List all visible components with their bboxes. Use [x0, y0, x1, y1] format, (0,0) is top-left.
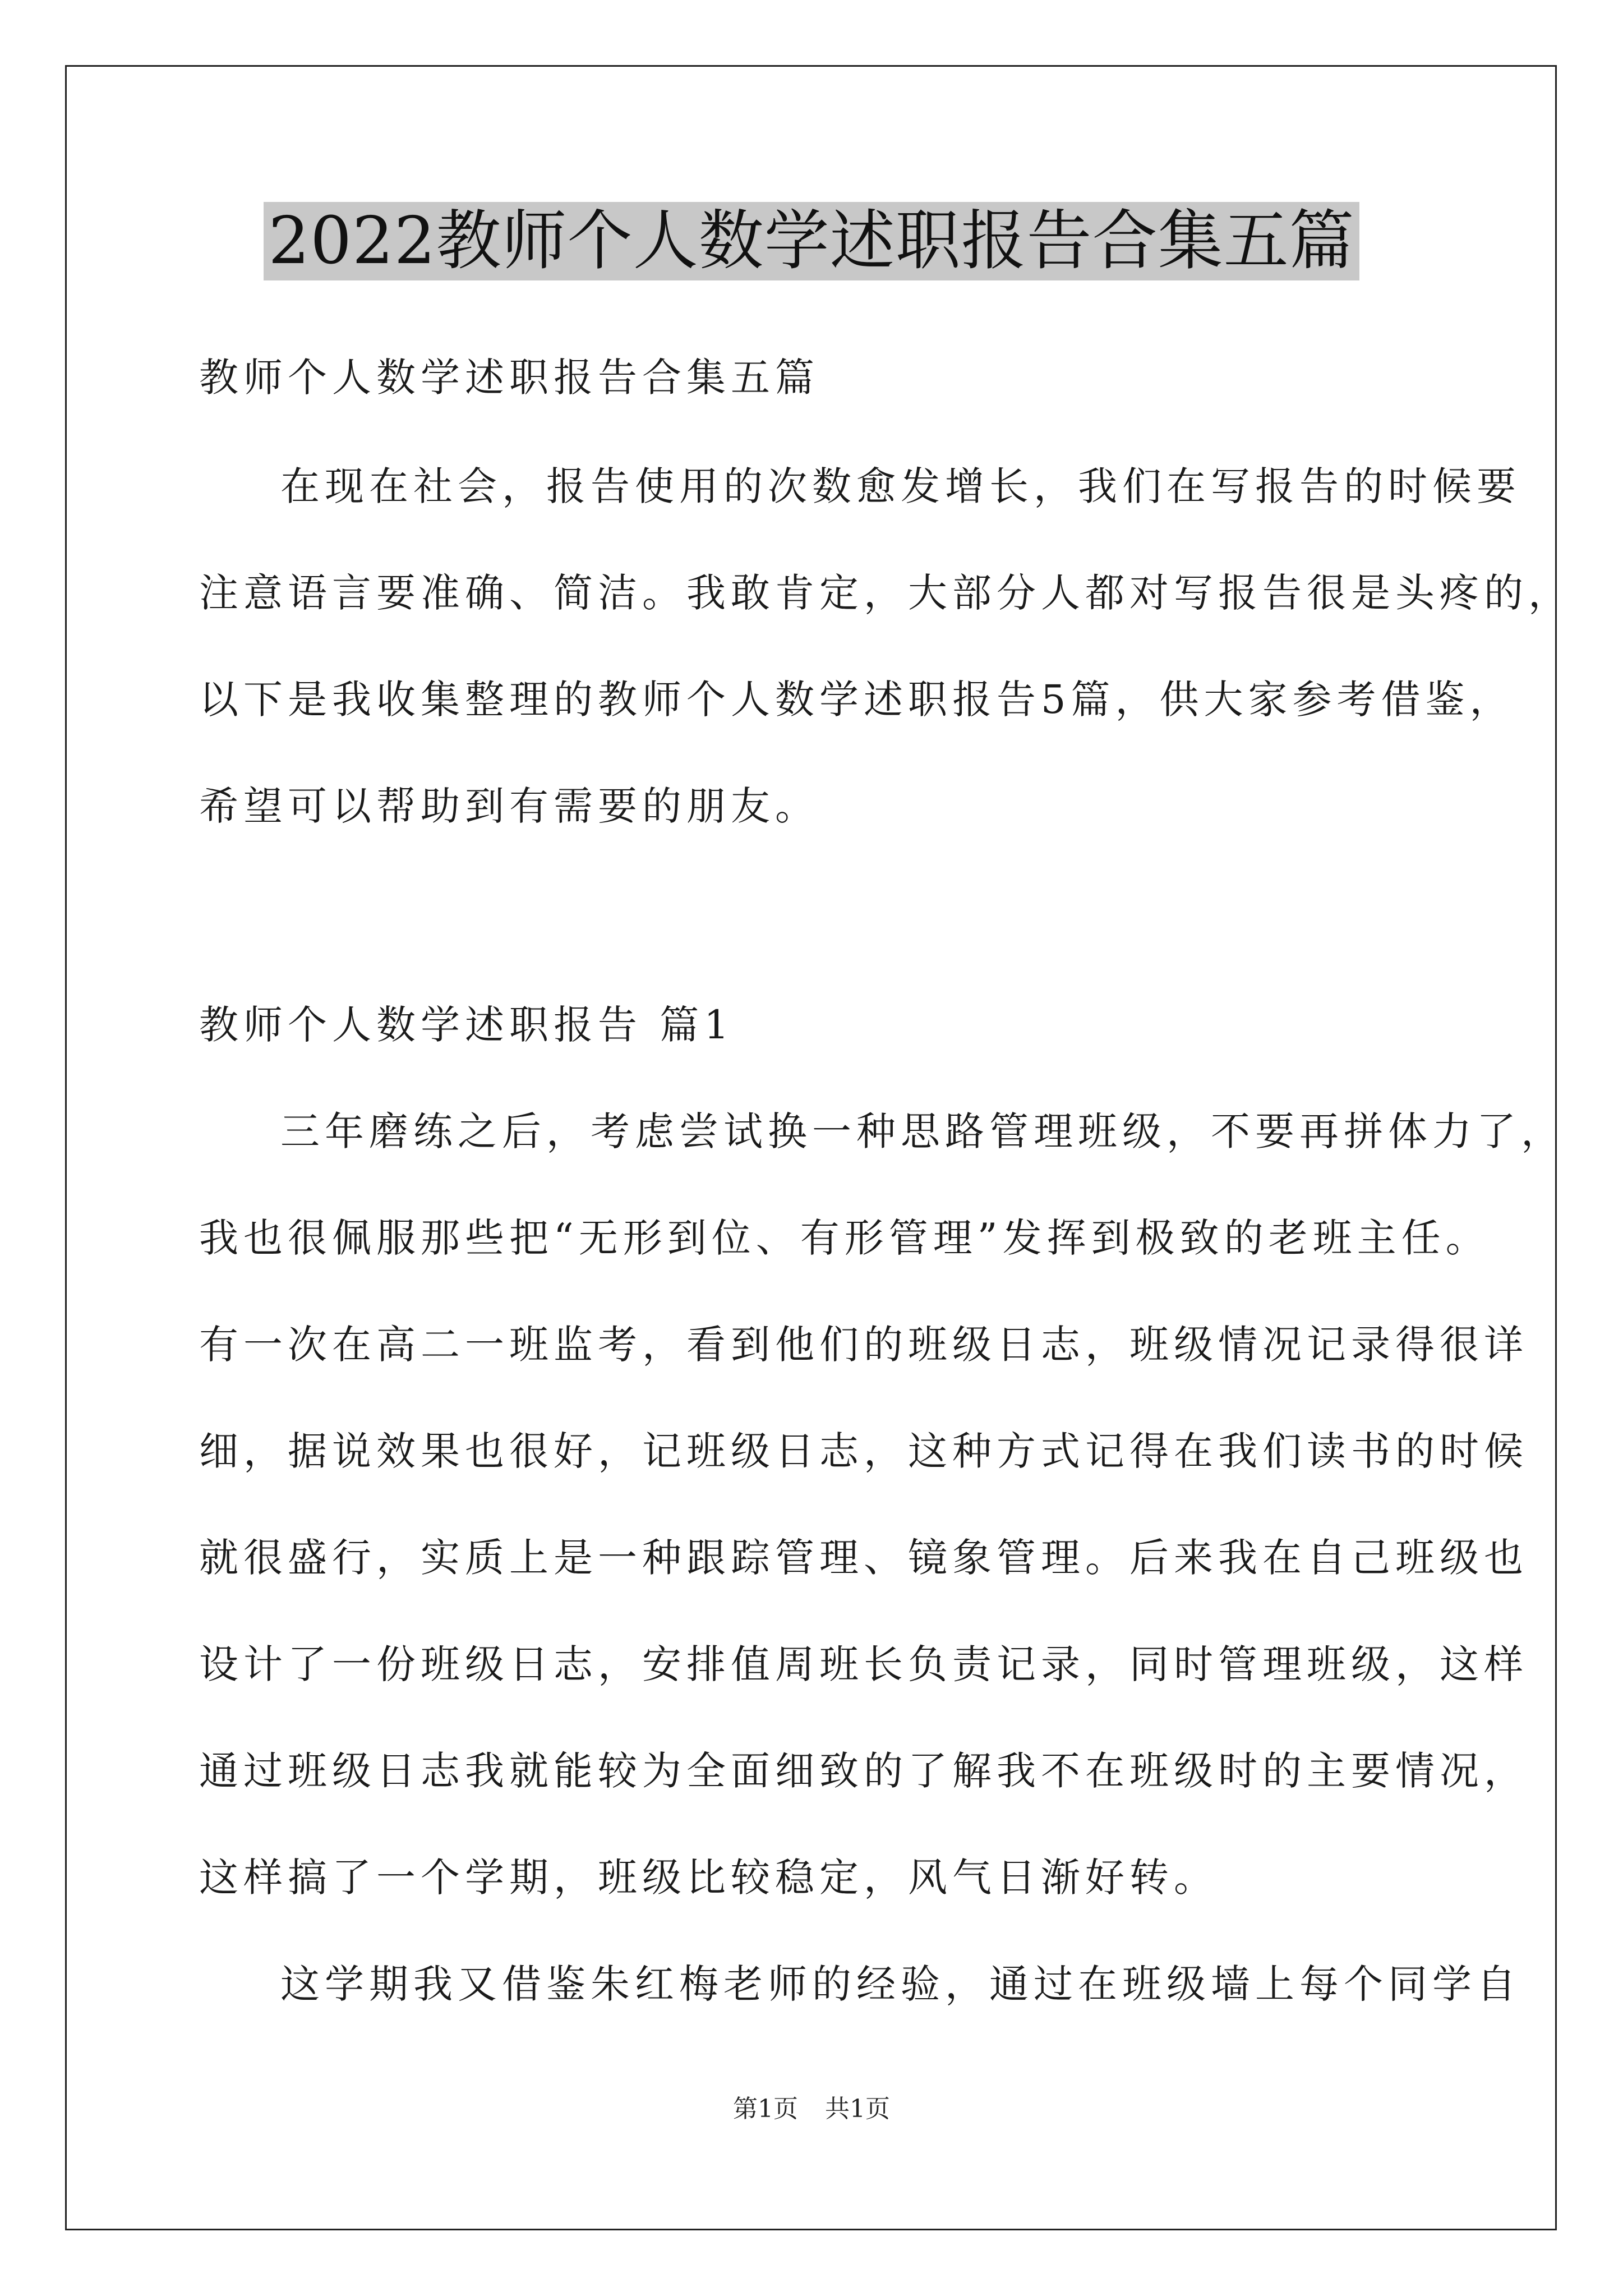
intro-line: 希望可以帮助到有需要的朋友。 — [199, 783, 819, 829]
section-heading: 教师个人数学述职报告 篇1 — [199, 1002, 734, 1048]
intro-line: 以下是我收集整理的教师个人数学述职报告5篇，供大家参考借鉴， — [199, 677, 1514, 723]
body-line: 三年磨练之后，考虑尝试换一种思路管理班级，不要再拼体力了， — [280, 1108, 1565, 1154]
intro-line: 注意语言要准确、简洁。我敢肯定，大部分人都对写报告很是头疼的， — [199, 570, 1573, 616]
page-footer — [0, 2093, 1623, 2125]
document-subtitle: 教师个人数学述职报告合集五篇 — [199, 355, 819, 401]
body-line: 这样搞了一个学期，班级比较稳定，风气日渐好转。 — [199, 1855, 1218, 1901]
body-line: 细，据说效果也很好，记班级日志，这种方式记得在我们读书的时候 — [199, 1428, 1528, 1474]
title-container — [0, 202, 1623, 280]
body-line: 就很盛行，实质上是一种跟踪管理、镜象管理。后来我在自己班级也 — [199, 1535, 1528, 1581]
page-number: 第1页 — [733, 2095, 798, 2123]
intro-line: 在现在社会，报告使用的次数愈发增长，我们在写报告的时候要 — [280, 463, 1521, 509]
body-line: 这学期我又借鉴朱红梅老师的经验，通过在班级墙上每个同学自 — [280, 1961, 1521, 2007]
body-line: 有一次在高二一班监考，看到他们的班级日志，班级情况记录得很详 — [199, 1322, 1528, 1368]
page-total: 共1页 — [825, 2095, 890, 2123]
document-title: 2022教师个人数学述职报告合集五篇 — [264, 202, 1359, 280]
body-line: 我也很佩服那些把“无形到位、有形管理”发挥到极致的老班主任。 — [199, 1215, 1490, 1261]
body-line: 设计了一份班级日志，安排值周班长负责记录，同时管理班级，这样 — [199, 1641, 1528, 1687]
body-line: 通过班级日志我就能较为全面细致的了解我不在班级时的主要情况， — [199, 1748, 1528, 1794]
